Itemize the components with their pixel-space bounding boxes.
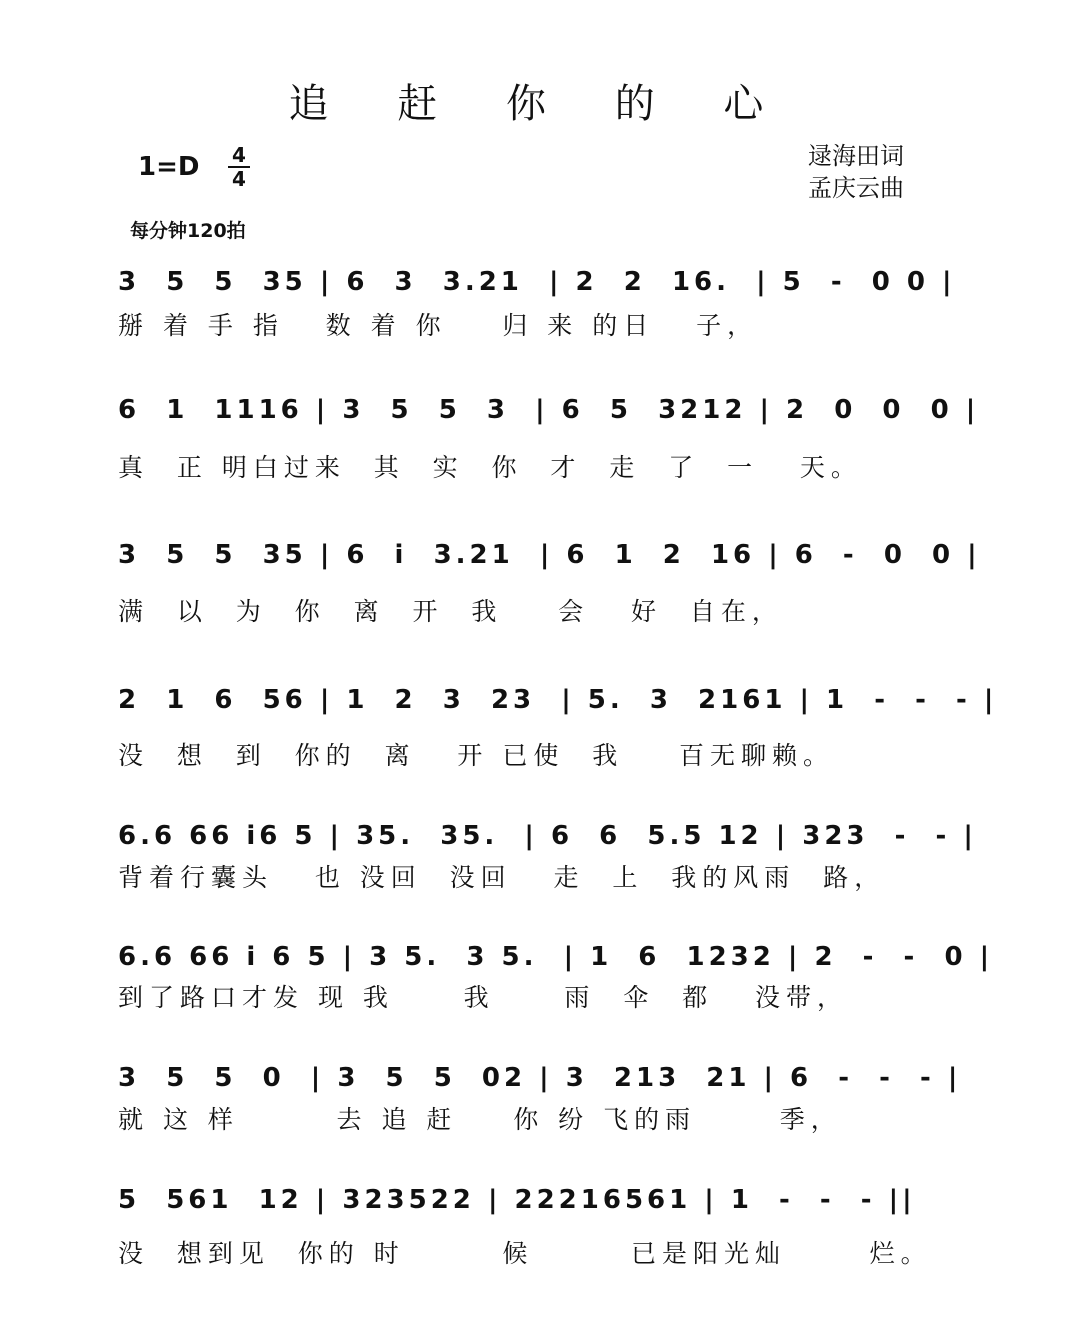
notes-text: 3 5 5 35 | 6 i 3.21 | 6 1 2 16 | 6 - 0 0 | bbox=[118, 540, 981, 570]
lyrics-line-5: 背着行囊头 也 没回 没回 走 上 我的风雨 路， bbox=[118, 863, 886, 892]
notes-text: 6 1 1116 | 3 5 5 3 | 6 5 3212 | 2 0 0 0 | bbox=[118, 395, 980, 425]
notation-line-2 bbox=[0, 390, 1080, 440]
notation-line-5 bbox=[0, 816, 1080, 866]
notation-line-4 bbox=[0, 680, 1080, 730]
lyrics-line-2: 真 正 明白过来 其 实 你 才 走 了 一 天。 bbox=[118, 453, 862, 482]
song-title: 追 赶 你 的 心 bbox=[288, 81, 792, 127]
time-signature-top: 4 bbox=[232, 143, 246, 167]
notes-text: 3 5 5 35 | 6 3 3.21 | 2 2 16. | 5 - 0 0 | bbox=[118, 267, 956, 297]
lyricist: 逯海田词 bbox=[808, 142, 904, 170]
notes-text: 3 5 5 0 | 3 5 5 02 | 3 213 21 | 6 - - - | bbox=[118, 1063, 962, 1093]
notation-line-1 bbox=[0, 262, 1080, 312]
lyrics-line-6: 到了路口才发 现 我 我 雨 伞 都 没带， bbox=[118, 983, 848, 1012]
notes-text: 2 1 6 56 | 1 2 3 23 | 5. 3 2161 | 1 - - - | bbox=[118, 685, 998, 715]
time-signature bbox=[228, 145, 250, 189]
composer: 孟庆云曲 bbox=[808, 174, 904, 202]
notes-text: 6.6 66 i 6 5 | 3 5. 3 5. | 1 6 1232 | 2 - - 0 | bbox=[118, 942, 994, 972]
credits bbox=[808, 140, 904, 204]
notes-text: 5 561 12 | 323522 | 22216561 | 1 - - - || bbox=[118, 1185, 916, 1215]
tempo-marking: 每分钟120拍 bbox=[130, 220, 246, 242]
notation-line-3 bbox=[0, 535, 1080, 585]
lyrics-line-3: 满 以 为 你 离 开 我 会 好 自在， bbox=[118, 597, 783, 626]
notation-line-7 bbox=[0, 1058, 1080, 1108]
notation-line-8 bbox=[0, 1180, 1080, 1230]
lyrics-line-7: 就 这 样 去 追 赶 你 纷 飞的雨 季， bbox=[118, 1105, 842, 1134]
key-signature: 1=D bbox=[138, 152, 200, 182]
notes-text: 6.6 66 i6 5 | 35. 35. | 6 6 5.5 12 | 323 - - | bbox=[118, 821, 977, 851]
time-signature-bottom: 4 bbox=[232, 167, 246, 191]
lyrics-line-1: 掰 着 手 指 数 着 你 归 来 的日 子， bbox=[118, 311, 759, 340]
lyrics-line-4: 没 想 到 你的 离 开 已使 我 百无聊赖。 bbox=[118, 741, 835, 770]
lyrics-line-8: 没 想到见 你的 时 候 已是阳光灿 烂。 bbox=[118, 1239, 932, 1268]
